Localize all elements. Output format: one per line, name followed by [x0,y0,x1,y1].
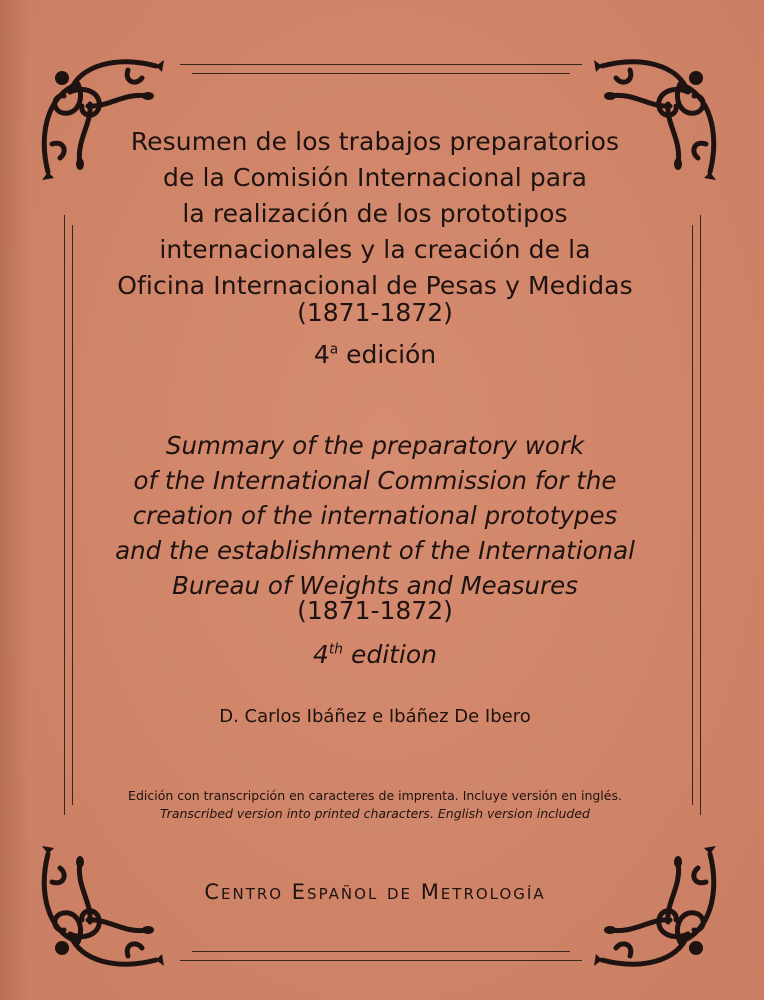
spanish-title-line: Resumen de los trabajos preparatorios [130,127,620,156]
right-rule-2 [692,225,693,805]
edition-number: 4 [313,340,330,369]
edition-ordinal: a [329,341,339,358]
edition-number: 4 [312,640,329,669]
bottom-rule-1 [192,951,570,952]
edition-word: edición [346,340,437,369]
corner-flourish-icon [590,842,730,982]
left-rule-2 [72,225,73,805]
spanish-title [80,124,670,304]
note-spanish: Edición con transcripción en caracteres de imprenta. Incluye versión en inglés. [128,788,622,803]
english-title-line: of the International Commission for the [133,466,617,495]
note-english: Transcribed version into printed characters. English version included [160,806,590,821]
english-years: (1871-1872) [297,596,453,625]
spanish-title-line: la realización de los prototipos [182,199,568,228]
top-rule-1 [180,64,582,65]
right-rule-1 [700,215,701,815]
author-name: D. Carlos Ibáñez e Ibáñez De Ibero [219,706,531,727]
english-title-line: Bureau of Weights and Measures [172,571,578,600]
corner-flourish-icon [28,842,168,982]
english-title-line: and the establishment of the International [115,536,635,565]
english-title-line: Summary of the preparatory work [165,431,585,460]
edition-ordinal: th [328,641,343,658]
cover-edge-shadow [0,0,28,1000]
spanish-title-line: internacionales y la creación de la [159,235,591,264]
top-rule-2 [192,73,570,74]
edition-word: edition [350,640,438,669]
bottom-rule-2 [180,960,582,961]
spanish-title-line: de la Comisión Internacional para [162,163,588,192]
english-title [80,428,670,603]
english-title-line: creation of the international prototypes [132,501,618,530]
spanish-title-line: Oficina Internacional de Pesas y Medidas [117,271,633,300]
spanish-edition [80,340,670,369]
left-rule-1 [64,215,65,815]
publisher-name: Centro Español de Metrología [204,880,546,904]
english-edition [80,640,670,669]
spanish-years: (1871-1872) [297,298,453,327]
